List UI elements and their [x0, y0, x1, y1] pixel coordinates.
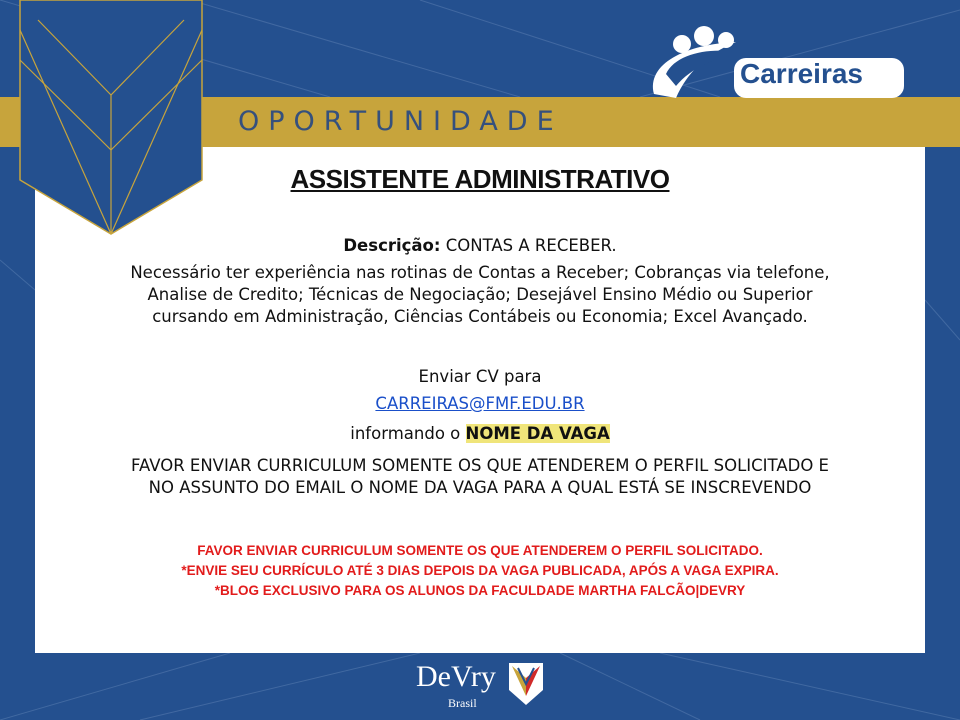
- inform-highlight: NOME DA VAGA: [465, 424, 610, 443]
- devry-shield-icon: [508, 662, 544, 706]
- requirements-line: Necessário ter experiência nas rotinas de Contas a Receber; Cobranças via telefone,: [130, 263, 830, 282]
- devry-logo-text: DeVry: [416, 660, 496, 693]
- description-value: CONTAS A RECEBER.: [445, 236, 617, 255]
- job-requirements: [35, 262, 925, 328]
- requirements-line: cursando em Administração, Ciências Contábeis ou Economia; Excel Avançado.: [152, 307, 808, 326]
- warning-line: *BLOG EXCLUSIVO PARA OS ALUNOS DA FACULDADE MARTHA FALCÃO|DEVRY: [214, 583, 746, 598]
- band-label: OPORTUNIDADE: [238, 106, 563, 137]
- warning-line: FAVOR ENVIAR CURRICULUM SOMENTE OS QUE ATENDEREM O PERFIL SOLICITADO.: [197, 543, 763, 558]
- requirements-line: Analise de Credito; Técnicas de Negociação; Desejável Ensino Médio ou Superior: [147, 285, 813, 304]
- send-cv-text: Enviar CV para: [418, 367, 542, 386]
- favor-note: [35, 455, 925, 499]
- description-label: Descrição:: [343, 236, 441, 255]
- favor-line: FAVOR ENVIAR CURRICULUM SOMENTE OS QUE ATENDEREM O PERFIL SOLICITADO E: [131, 456, 829, 475]
- shield-icon: [18, 0, 204, 236]
- favor-line: NO ASSUNTO DO EMAIL O NOME DA VAGA PARA A QUAL ESTÁ SE INSCREVENDO: [148, 478, 812, 497]
- carreiras-logo-text: Carreiras: [740, 58, 863, 89]
- inform-line: [35, 423, 925, 445]
- job-description: [35, 235, 925, 257]
- email-link-text[interactable]: CARREIRAS@FMF.EDU.BR: [375, 394, 585, 413]
- devry-logo-subtext: Brasil: [448, 696, 477, 710]
- warning-line: *ENVIE SEU CURRÍCULO ATÉ 3 DIAS DEPOIS DA VAGA PUBLICADA, APÓS A VAGA EXPIRA.: [181, 563, 779, 578]
- inform-prefix: informando o: [350, 424, 461, 443]
- email-link: [35, 393, 925, 415]
- job-title: ASSISTENTE ADMINISTRATIVO: [290, 164, 670, 194]
